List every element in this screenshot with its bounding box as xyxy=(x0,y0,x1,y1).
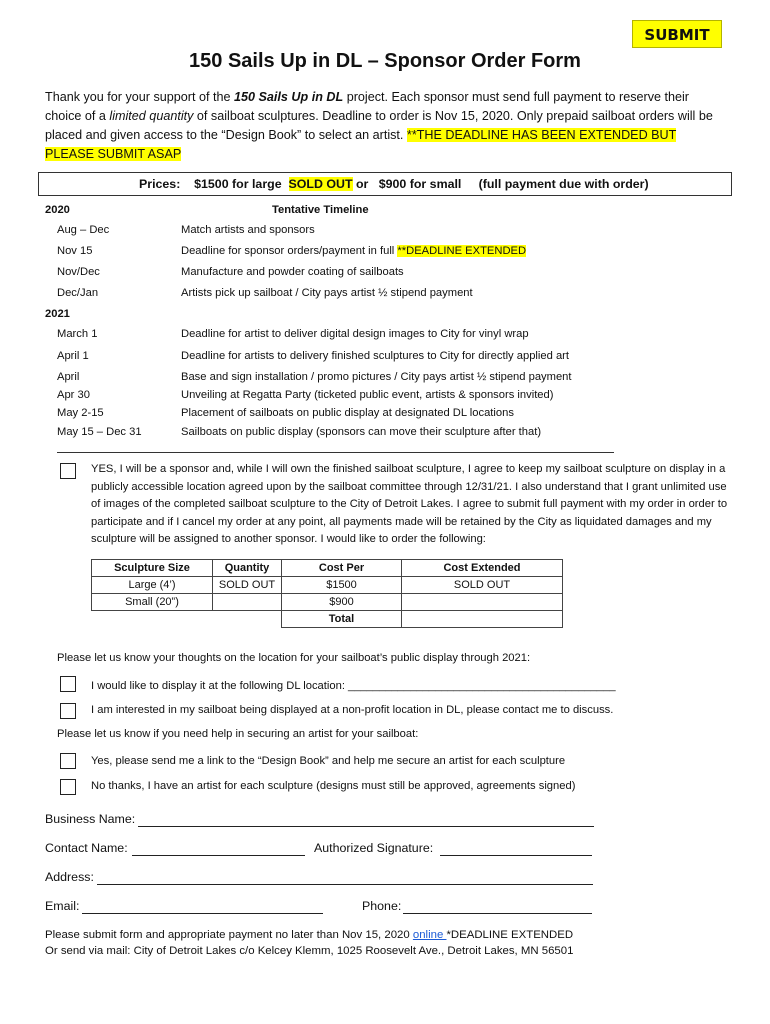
sold-out-badge: SOLD OUT xyxy=(288,177,353,191)
table-cell xyxy=(92,611,213,628)
mail-instructions: Or send via mail: City of Detroit Lakes c/o Kelcey Klemm, 1025 Roosevelt Ave., Detroit Lakes, MN 56501 xyxy=(45,945,574,957)
timeline-date: May 15 – Dec 31 xyxy=(57,426,142,438)
timeline-year-2020: 2020 xyxy=(45,204,70,216)
table-header: Quantity xyxy=(213,560,282,577)
table-header: Sculpture Size xyxy=(92,560,213,577)
table-header-row xyxy=(92,560,563,577)
contact-name-field[interactable] xyxy=(132,855,305,856)
table-row xyxy=(92,577,563,594)
total-input-cell[interactable] xyxy=(402,611,563,628)
have-artist-label: No thanks, I have an artist for each sculpture (designs must still be approved, agreements signed) xyxy=(91,780,576,792)
timeline-desc: Sailboats on public display (sponsors can move their sculpture after that) xyxy=(181,426,542,438)
signature-label: Authorized Signature: xyxy=(314,841,434,855)
location-dl-checkbox[interactable] xyxy=(60,676,76,692)
timeline-date: Dec/Jan xyxy=(57,287,99,299)
location-prompt: Please let us know your thoughts on the location for your sailboat’s public display through 2021: xyxy=(57,652,531,664)
business-name-label: Business Name: xyxy=(45,812,136,826)
phone-field[interactable] xyxy=(403,913,592,914)
address-label: Address: xyxy=(45,870,94,884)
timeline-desc: Unveiling at Regatta Party (ticketed public event, artists & sponsors invited) xyxy=(181,389,554,401)
artist-help-label: Yes, please send me a link to the “Design Book” and help me secure an artist for each sculpture xyxy=(91,755,566,767)
submit-button[interactable]: SUBMIT xyxy=(632,20,722,48)
address-field[interactable] xyxy=(97,884,593,885)
deadline-extended-notice: **THE DEADLINE HAS BEEN EXTENDED BUT PLEASE SUBMIT ASAP xyxy=(45,128,677,161)
timeline-date: Nov 15 xyxy=(57,245,93,257)
location-nonprofit-checkbox[interactable] xyxy=(60,703,76,719)
have-artist-checkbox[interactable] xyxy=(60,779,76,795)
timeline-desc: Placement of sailboats on public display at designated DL locations xyxy=(181,407,514,419)
location-dl-label: I would like to display it at the following DL location: ___________________________________________ xyxy=(91,680,616,692)
table-cell: $1500 xyxy=(282,577,402,594)
quantity-input-cell[interactable] xyxy=(213,594,282,611)
total-label: Total xyxy=(282,611,402,628)
timeline-heading: Tentative Timeline xyxy=(272,204,369,216)
table-row xyxy=(92,611,563,628)
intro-paragraph: Thank you for your support of the 150 Sails Up in DL project. Each sponsor must send full payment to reserve their choice of a limited quantity of sailboat sculptures. Deadline to order is Nov 15, 2020. Only prepaid sailboat orders will be placed and given access to the “Design Book” to select an artist. **THE DEADLINE HAS BEEN EXTENDED BUT PLEASE SUBMIT ASAP xyxy=(45,90,713,161)
cost-extended-input-cell[interactable] xyxy=(402,594,563,611)
timeline-date: Aug – Dec xyxy=(57,224,110,236)
timeline-desc: Manufacture and powder coating of sailboats xyxy=(181,266,404,278)
timeline-desc: Match artists and sponsors xyxy=(181,224,315,236)
artist-help-checkbox[interactable] xyxy=(60,753,76,769)
timeline-date: April xyxy=(57,371,80,383)
agreement-checkbox[interactable] xyxy=(60,463,76,479)
timeline-date: March 1 xyxy=(57,328,98,340)
section-divider xyxy=(57,452,614,453)
order-table xyxy=(91,559,563,628)
email-label: Email: xyxy=(45,899,80,913)
signature-field[interactable] xyxy=(440,855,592,856)
table-cell xyxy=(213,611,282,628)
table-cell: $900 xyxy=(282,594,402,611)
timeline-year-2021: 2021 xyxy=(45,308,70,320)
quantity-cell: SOLD OUT xyxy=(213,577,282,594)
submission-note: Please submit form and appropriate payment no later than Nov 15, 2020 online *DEADLINE EXTENDED xyxy=(45,929,574,941)
table-header: Cost Extended xyxy=(402,560,563,577)
business-name-field[interactable] xyxy=(138,826,594,827)
timeline-date: Apr 30 xyxy=(57,389,90,401)
location-nonprofit-label: I am interested in my sailboat being displayed at a non-profit location in DL, please contact me to discuss. xyxy=(91,704,614,716)
timeline-desc: Deadline for sponsor orders/payment in full **DEADLINE EXTENDED xyxy=(181,245,527,257)
agreement-text: YES, I will be a sponsor and, while I will own the finished sailboat sculpture, I agree to keep my sailboat sculpture on display in a publicly accessible location agreed upon by the sailboat committee through 12/31/21. I also understand that I grant unlimited use of images of the completed sailboat sculpture to the City of Detroit Lakes. I agree to submit full payment with my order in order to participate and if I cancel my order at any point, all payments made will be retained by the City as liquidated damages and my sculpture will be assigned to another sponsor. I would like to order the following: xyxy=(91,463,728,545)
table-cell: Large (4’) xyxy=(92,577,213,594)
page-title: 150 Sails Up in DL – Sponsor Order Form xyxy=(189,50,581,72)
online-link[interactable]: online xyxy=(412,929,447,941)
table-cell: Small (20”) xyxy=(92,594,213,611)
timeline-date: April 1 xyxy=(57,350,89,362)
artist-prompt: Please let us know if you need help in securing an artist for your sailboat: xyxy=(57,728,419,740)
timeline-desc: Base and sign installation / promo pictures / City pays artist ½ stipend payment xyxy=(181,371,572,383)
timeline-date: Nov/Dec xyxy=(57,266,100,278)
email-field[interactable] xyxy=(82,913,323,914)
table-row xyxy=(92,594,563,611)
phone-label: Phone: xyxy=(362,899,402,913)
cost-extended-cell: SOLD OUT xyxy=(402,577,563,594)
contact-name-label: Contact Name: xyxy=(45,841,128,855)
timeline-desc: Deadline for artists to delivery finished sculptures to City for directly applied art xyxy=(181,350,570,362)
timeline-desc: Deadline for artist to deliver digital design images to City for vinyl wrap xyxy=(181,328,529,340)
table-header: Cost Per xyxy=(282,560,402,577)
timeline-date: May 2-15 xyxy=(57,407,104,419)
timeline-desc: Artists pick up sailboat / City pays artist ½ stipend payment xyxy=(181,287,473,299)
prices-box: Prices: $1500 for large SOLD OUT or $900 for small (full payment due with order) xyxy=(38,172,732,196)
